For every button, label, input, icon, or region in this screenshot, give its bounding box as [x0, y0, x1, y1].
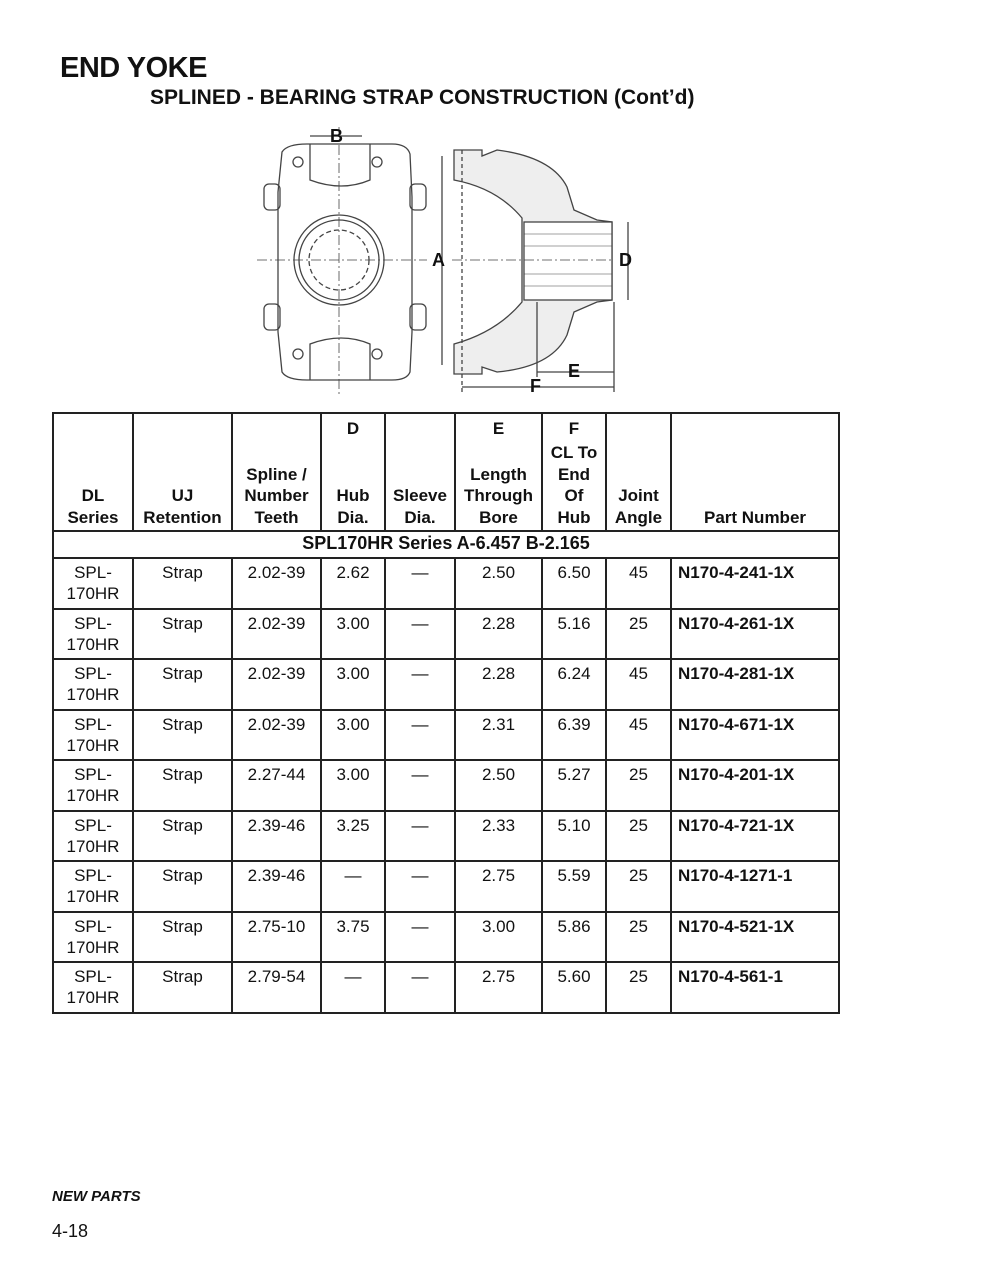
column-header	[455, 413, 542, 531]
table-cell: 3.75	[321, 912, 385, 963]
table-cell: 2.33	[455, 811, 542, 862]
table-cell: 45	[606, 659, 671, 710]
table-cell: 5.86	[542, 912, 606, 963]
table-row	[53, 659, 839, 710]
table-cell: Strap	[133, 962, 232, 1013]
table-cell: 2.28	[455, 659, 542, 710]
column-header-label: CL To End Of Hub	[550, 443, 598, 527]
column-header	[133, 413, 232, 531]
table-cell: 3.00	[321, 609, 385, 660]
table-cell: 2.62	[321, 558, 385, 609]
table-cell: 2.27-44	[232, 760, 321, 811]
end-yoke-spec-table	[52, 412, 840, 1014]
table-cell: 2.02-39	[232, 558, 321, 609]
table-cell: 2.50	[455, 760, 542, 811]
table-cell: 25	[606, 609, 671, 660]
column-header	[606, 413, 671, 531]
table-cell: —	[385, 710, 455, 761]
dimension-label-d: D	[619, 250, 632, 270]
table-cell: 3.00	[455, 912, 542, 963]
column-header-label: Joint Angle	[614, 486, 663, 527]
dimension-label-f: F	[530, 376, 541, 396]
column-header-group: D	[346, 419, 360, 438]
table-cell: SPL- 170HR	[53, 811, 133, 862]
table-row	[53, 861, 839, 912]
table-cell: 2.50	[455, 558, 542, 609]
table-cell: N170-4-721-1X	[671, 811, 839, 862]
table-cell: 5.59	[542, 861, 606, 912]
table-cell: —	[385, 558, 455, 609]
column-header	[232, 413, 321, 531]
table-cell: Strap	[133, 659, 232, 710]
table-cell: 2.31	[455, 710, 542, 761]
table-cell: —	[321, 962, 385, 1013]
table-cell: 25	[606, 861, 671, 912]
table-cell: 2.39-46	[232, 811, 321, 862]
table-cell: 2.28	[455, 609, 542, 660]
page-subtitle: SPLINED - BEARING STRAP CONSTRUCTION (Cont’d)	[150, 86, 695, 109]
table-cell: —	[385, 912, 455, 963]
table-cell: SPL- 170HR	[53, 760, 133, 811]
column-header-label: DL Series	[67, 486, 119, 527]
table-cell: SPL- 170HR	[53, 861, 133, 912]
table-header-row	[53, 413, 839, 531]
dimension-label-e: E	[568, 361, 581, 381]
table-cell: 6.50	[542, 558, 606, 609]
table-cell: 2.02-39	[232, 659, 321, 710]
table-cell: 5.60	[542, 962, 606, 1013]
table-row	[53, 710, 839, 761]
table-cell: 2.79-54	[232, 962, 321, 1013]
table-cell: N170-4-1271-1	[671, 861, 839, 912]
column-header-label: Sleeve Dia.	[393, 486, 447, 527]
table-cell: 5.16	[542, 609, 606, 660]
table-cell: 2.02-39	[232, 609, 321, 660]
series-row	[53, 531, 839, 558]
table-row	[53, 760, 839, 811]
table-cell: 3.00	[321, 710, 385, 761]
table-row	[53, 912, 839, 963]
table-row	[53, 558, 839, 609]
table-cell: N170-4-521-1X	[671, 912, 839, 963]
table-cell: Strap	[133, 811, 232, 862]
table-cell: 2.39-46	[232, 861, 321, 912]
table-cell: Strap	[133, 558, 232, 609]
table-cell: 25	[606, 811, 671, 862]
table-cell: 25	[606, 760, 671, 811]
table-cell: SPL- 170HR	[53, 558, 133, 609]
column-header-label: Length Through Bore	[464, 464, 533, 527]
table-cell: 2.75-10	[232, 912, 321, 963]
table-cell: SPL- 170HR	[53, 912, 133, 963]
column-header	[321, 413, 385, 531]
table-cell: N170-4-261-1X	[671, 609, 839, 660]
table-row	[53, 811, 839, 862]
table-cell: 5.27	[542, 760, 606, 811]
column-header	[53, 413, 133, 531]
column-header	[542, 413, 606, 531]
table-cell: SPL- 170HR	[53, 659, 133, 710]
column-header-label: Hub Dia.	[336, 486, 370, 527]
table-cell: 5.10	[542, 811, 606, 862]
table-cell: N170-4-201-1X	[671, 760, 839, 811]
page-title: END YOKE	[60, 52, 207, 84]
table-cell: 45	[606, 558, 671, 609]
table-cell: Strap	[133, 609, 232, 660]
table-row	[53, 962, 839, 1013]
table-cell: Strap	[133, 760, 232, 811]
table-cell: N170-4-241-1X	[671, 558, 839, 609]
dimension-label-b: B	[330, 126, 343, 146]
table-cell: N170-4-281-1X	[671, 659, 839, 710]
series-title: SPL170HR Series A-6.457 B-2.165	[53, 531, 839, 558]
table-cell: —	[385, 609, 455, 660]
table-cell: 25	[606, 962, 671, 1013]
table-cell: 3.25	[321, 811, 385, 862]
column-header-group: E	[492, 419, 505, 438]
table-cell: 6.24	[542, 659, 606, 710]
table-cell: 2.75	[455, 861, 542, 912]
page-number: 4-18	[52, 1221, 89, 1241]
column-header-label: Part Number	[703, 507, 807, 527]
table-cell: 6.39	[542, 710, 606, 761]
table-cell: SPL- 170HR	[53, 962, 133, 1013]
table-cell: N170-4-561-1	[671, 962, 839, 1013]
dimension-label-a: A	[432, 250, 445, 270]
table-cell: —	[321, 861, 385, 912]
end-yoke-diagram	[252, 122, 652, 402]
table-cell: 3.00	[321, 760, 385, 811]
table-cell: Strap	[133, 912, 232, 963]
table-cell: N170-4-671-1X	[671, 710, 839, 761]
new-parts-label: NEW PARTS	[52, 1188, 141, 1205]
table-cell: SPL- 170HR	[53, 609, 133, 660]
column-header-label: UJ Retention	[143, 486, 222, 527]
table-cell: SPL- 170HR	[53, 710, 133, 761]
table-cell: 3.00	[321, 659, 385, 710]
column-header	[385, 413, 455, 531]
table-cell: —	[385, 659, 455, 710]
table-cell: —	[385, 760, 455, 811]
table-cell: Strap	[133, 710, 232, 761]
column-header	[671, 413, 839, 531]
table-row	[53, 609, 839, 660]
table-cell: 25	[606, 912, 671, 963]
column-header-group: F	[568, 419, 580, 438]
table-cell: 2.02-39	[232, 710, 321, 761]
table-cell: —	[385, 962, 455, 1013]
table-cell: 45	[606, 710, 671, 761]
table-cell: Strap	[133, 861, 232, 912]
column-header-label: Spline / Number Teeth	[244, 464, 309, 527]
table-cell: —	[385, 861, 455, 912]
table-cell: —	[385, 811, 455, 862]
table-cell: 2.75	[455, 962, 542, 1013]
